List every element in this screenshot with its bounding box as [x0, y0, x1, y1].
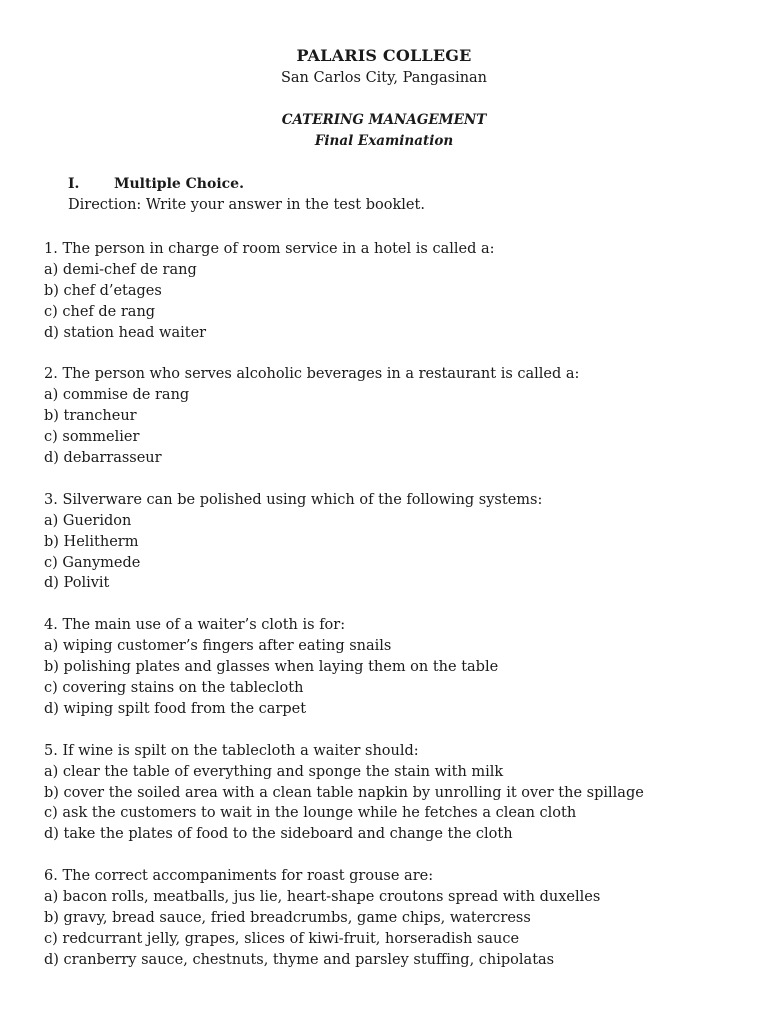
college-location: San Carlos City, Pangasinan: [280, 70, 488, 86]
question-text: 1. The person in charge of room service in a hotel is called a:: [44, 241, 495, 257]
option-a: a) wiping customer’s fingers after eating snails: [44, 638, 392, 655]
question-text: 2. The person who serves alcoholic beverages in a restaurant is called a:: [44, 366, 580, 383]
section-title: Multiple Choice.: [114, 176, 244, 192]
question-1: [44, 239, 744, 344]
section-heading: [68, 176, 244, 192]
option-b: b) chef d’etages: [44, 282, 162, 299]
option-d: d) cranberry sauce, chestnuts, thyme and parsley stuffing, chipolatas: [44, 951, 555, 968]
option-a: a) Gueridon: [44, 512, 132, 529]
option-c: c) ask the customers to wait in the lounge while he fetches a clean cloth: [44, 805, 577, 822]
option-b: b) cover the soiled area with a clean table napkin by unrolling it over the spillage: [44, 784, 644, 801]
question-text: 3. Silverware can be polished using which of the following systems:: [44, 491, 543, 508]
question-6: [44, 866, 744, 971]
question-5: [44, 741, 744, 846]
question-text: 5. If wine is spilt on the tablecloth a waiter should:: [44, 742, 419, 759]
option-c: c) sommelier: [44, 429, 140, 446]
section-direction: Direction: Write your answer in the test booklet.: [68, 197, 425, 213]
question-2: [44, 364, 744, 469]
option-a: a) clear the table of everything and sponge the stain with milk: [44, 763, 504, 780]
subject-title: CATERING MANAGEMENT: [281, 112, 487, 128]
option-c: c) redcurrant jelly, grapes, slices of kiwi-fruit, horseradish sauce: [44, 930, 520, 947]
option-c: c) covering stains on the tablecloth: [44, 679, 304, 696]
option-d: d) take the plates of food to the sideboard and change the cloth: [44, 826, 513, 843]
option-d: d) wiping spilt food from the carpet: [44, 700, 307, 717]
option-c: c) chef de rang: [44, 303, 156, 320]
option-d: d) debarrasseur: [44, 450, 162, 467]
option-c: c) Ganymede: [44, 554, 141, 571]
option-d: d) Polivit: [44, 575, 110, 592]
option-b: b) gravy, bread sauce, fried breadcrumbs, game chips, watercress: [44, 909, 531, 926]
option-b: b) trancheur: [44, 408, 137, 425]
college-name: PALARIS COLLEGE: [296, 46, 472, 65]
option-a: a) demi-chef de rang: [44, 261, 197, 278]
option-b: b) Helitherm: [44, 533, 139, 550]
question-3: [44, 490, 744, 595]
section-number: I.: [68, 176, 80, 192]
question-text: 6. The correct accompaniments for roast grouse are:: [44, 868, 434, 885]
option-a: a) bacon rolls, meatballs, jus lie, heart-shape croutons spread with duxelles: [44, 889, 601, 906]
option-a: a) commise de rang: [44, 387, 190, 404]
question-list: [44, 239, 744, 992]
question-text: 4. The main use of a waiter’s cloth is for:: [44, 617, 346, 634]
exam-title: Final Examination: [314, 133, 454, 149]
option-d: d) station head waiter: [44, 324, 207, 341]
option-b: b) polishing plates and glasses when laying them on the table: [44, 659, 499, 676]
question-4: [44, 615, 744, 720]
